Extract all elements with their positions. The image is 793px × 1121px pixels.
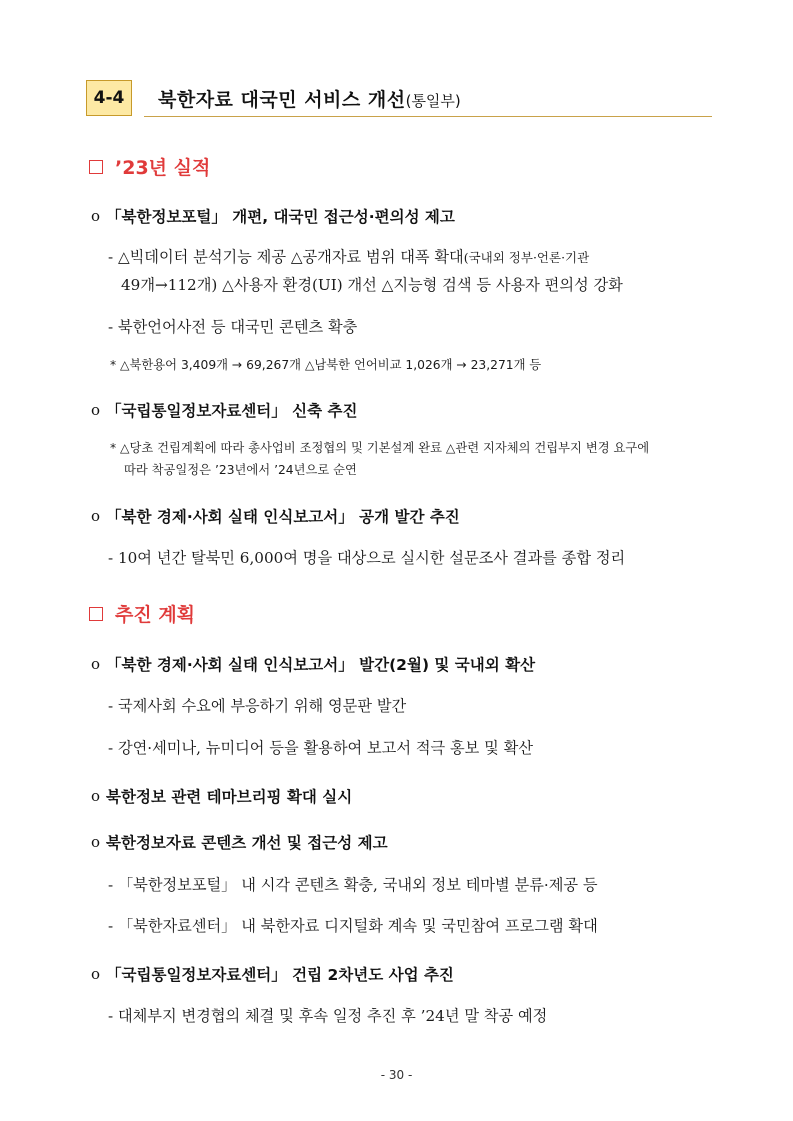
note-line: * △당초 건립계획에 따라 총사업비 조정협의 및 기본설계 완료 △관련 지자체의 건립부지 변경 요구에: [110, 441, 650, 455]
bullet-text: 「북한 경제·사회 실태 인식보고서」 공개 발간 추진: [106, 508, 460, 526]
section-header: [86, 80, 712, 118]
section-title: ’23년 실적: [115, 157, 211, 179]
bullet-item: [91, 785, 352, 807]
bullet-text: 「국립통일정보자료센터」 건립 2차년도 사업 추진: [106, 966, 454, 984]
bullet-text: 「북한정보포털」 개편, 대국민 접근성·편의성 제고: [106, 208, 455, 226]
detail-line: - 강연·세미나, 뉴미디어 등을 활용하여 보고서 적극 홍보 및 확산: [108, 739, 534, 757]
bullet-marker: o: [91, 965, 101, 983]
bullet-marker: o: [91, 401, 101, 419]
bullet-text: 「북한 경제·사회 실태 인식보고서」 발간(2월) 및 국내외 확산: [106, 656, 536, 674]
bullet-marker: o: [91, 507, 101, 525]
header-rule: [144, 116, 712, 117]
square-bullet-icon: [89, 607, 103, 621]
detail-line: - 대체부지 변경협의 체결 및 후속 일정 추진 후 ’24년 말 착공 예정: [108, 1007, 548, 1025]
bullet-text: 「국립통일정보자료센터」 신축 추진: [106, 402, 358, 420]
bullet-item: [91, 399, 357, 421]
detail-line: - 「북한정보포털」 내 시각 콘텐츠 확충, 국내외 정보 테마별 분류·제공 등: [108, 876, 598, 894]
bullet-marker: o: [91, 655, 101, 673]
bullet-item: [91, 963, 454, 985]
bullet-text: 북한정보 관련 테마브리핑 확대 실시: [106, 788, 353, 806]
detail-text: - △빅데이터 분석기능 제공 △공개자료 범위 대폭 확대: [108, 248, 464, 266]
detail-line: - 10여 년간 탈북민 6,000여 명을 대상으로 실시한 설문조사 결과를 종합 정리: [108, 549, 626, 567]
detail-line: [108, 246, 589, 267]
note-line-continued: 따라 착공일정은 ’23년에서 ’24년으로 순연: [124, 463, 357, 477]
bullet-item: [91, 653, 535, 675]
detail-line: - 북한언어사전 등 대국민 콘텐츠 확충: [108, 318, 358, 336]
bullet-marker: o: [91, 787, 101, 805]
bullet-marker: o: [91, 207, 101, 225]
detail-line: - 국제사회 수요에 부응하기 위해 영문판 발간: [108, 697, 407, 715]
bullet-marker: o: [91, 833, 101, 851]
bullet-text: 북한정보자료 콘텐츠 개선 및 접근성 제고: [106, 834, 388, 852]
bullet-item: [91, 205, 455, 227]
bullet-item: [91, 505, 460, 527]
page-title: [158, 85, 461, 112]
section-heading-results: [89, 153, 210, 180]
detail-line-continued: 49개→112개) △사용자 환경(UI) 개선 △지능형 검색 등 사용자 편의성 강화: [121, 276, 623, 294]
detail-small-text: (국내외 정부·언론·기관: [463, 250, 590, 265]
section-number-badge: 4-4: [86, 80, 132, 116]
square-bullet-icon: [89, 160, 103, 174]
section-title: 추진 계획: [115, 604, 196, 626]
page-number: - 30 -: [380, 1068, 413, 1082]
section-heading-plans: [89, 600, 195, 627]
bullet-item: [91, 831, 388, 853]
title-text: 북한자료 대국민 서비스 개선: [158, 89, 406, 111]
detail-line: - 「북한자료센터」 내 북한자료 디지털화 계속 및 국민참여 프로그램 확대: [108, 917, 598, 935]
ministry-label: (통일부): [405, 92, 461, 110]
note-line: * △북한용어 3,409개 → 69,267개 △남북한 언어비교 1,026개 → 23,271개 등: [110, 358, 542, 372]
